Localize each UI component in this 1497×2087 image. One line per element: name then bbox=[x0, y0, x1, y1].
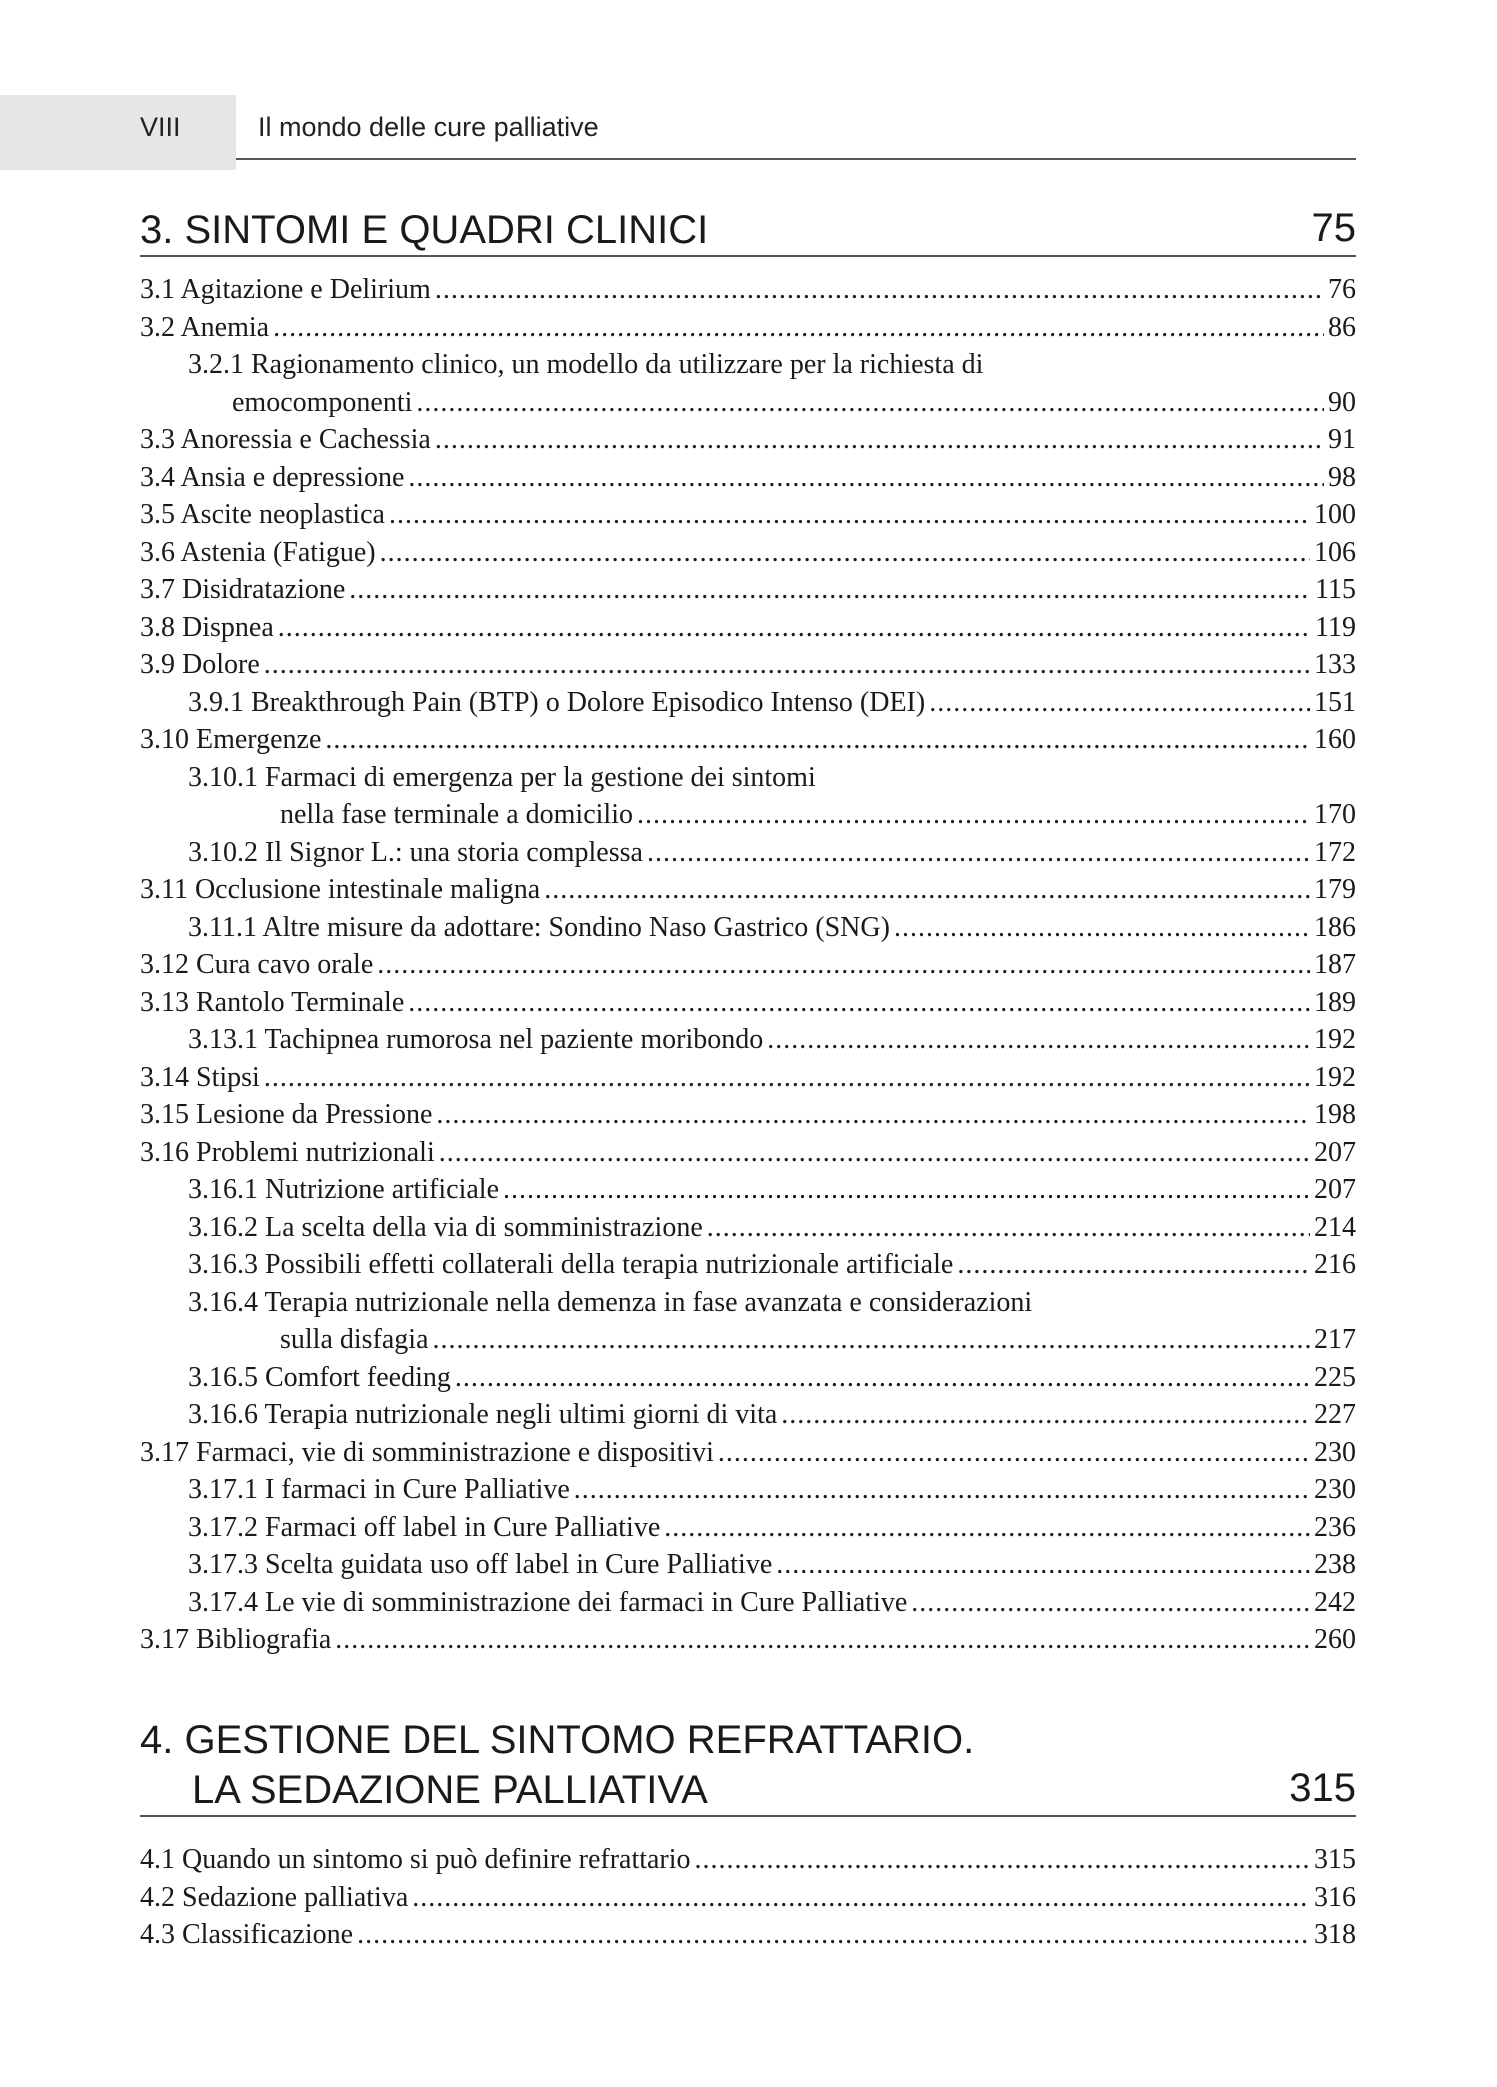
chapter-4-page: 315 bbox=[1289, 1766, 1356, 1810]
toc-entry[interactable]: 3.17.3 Scelta guidata uso off label in Cure Palliative ..... 238 bbox=[140, 1546, 1356, 1584]
toc-entry[interactable]: 3.17 Bibliografia ..... 260 bbox=[140, 1621, 1356, 1659]
chapter-3 bbox=[140, 205, 1356, 1659]
toc-entry[interactable]: 3.16.3 Possibili effetti collaterali della terapia nutrizionale artificiale ..... 216 bbox=[140, 1246, 1356, 1284]
toc-entry[interactable]: 3.4 Ansia e depressione ..... 98 bbox=[140, 459, 1356, 497]
toc-entry[interactable]: 3.3 Anoressia e Cachessia ..... 91 bbox=[140, 421, 1356, 459]
chapter-3-heading bbox=[140, 205, 1356, 257]
toc-entry[interactable]: sulla disfagia ..... 217 bbox=[140, 1321, 1356, 1359]
toc-entry[interactable]: 3.10 Emergenze ..... 160 bbox=[140, 721, 1356, 759]
toc-entry[interactable]: 3.16.4 Terapia nutrizionale nella demenza in fase avanzata e considerazioni bbox=[188, 1286, 1033, 1318]
toc-entry[interactable]: 4.2 Sedazione palliativa ..... 316 bbox=[140, 1879, 1356, 1917]
toc-entry[interactable]: 3.16.1 Nutrizione artificiale ..... 207 bbox=[140, 1171, 1356, 1209]
toc-entry[interactable]: 3.11 Occlusione intestinale maligna ..... 179 bbox=[140, 871, 1356, 909]
toc-entry[interactable]: 3.2 Anemia ..... 86 bbox=[140, 309, 1356, 347]
toc-entry[interactable]: 3.12 Cura cavo orale ..... 187 bbox=[140, 946, 1356, 984]
toc-entry[interactable]: 3.17.4 Le vie di somministrazione dei farmaci in Cure Palliative ..... 242 bbox=[140, 1584, 1356, 1622]
toc-entry[interactable]: 3.10.2 Il Signor L.: una storia complessa ..... 172 bbox=[140, 834, 1356, 872]
toc-entry[interactable]: 3.16 Problemi nutrizionali ..... 207 bbox=[140, 1134, 1356, 1172]
toc-entry[interactable]: 3.14 Stipsi ..... 192 bbox=[140, 1059, 1356, 1097]
toc-entry[interactable]: 3.17 Farmaci, vie di somministrazione e dispositivi ..... 230 bbox=[140, 1434, 1356, 1472]
toc-entry[interactable]: 3.5 Ascite neoplastica ..... 100 bbox=[140, 496, 1356, 534]
toc-entry[interactable]: 3.16.2 La scelta della via di somministrazione ..... 214 bbox=[140, 1209, 1356, 1247]
header-rule bbox=[236, 158, 1356, 160]
toc-entry[interactable]: 3.17.1 I farmaci in Cure Palliative ..... 230 bbox=[140, 1471, 1356, 1509]
toc-entry[interactable]: 3.16.5 Comfort feeding ..... 225 bbox=[140, 1359, 1356, 1397]
header-band bbox=[0, 95, 236, 170]
toc-entry[interactable]: 3.6 Astenia (Fatigue) ..... 106 bbox=[140, 534, 1356, 572]
toc-entry[interactable]: 3.13.1 Tachipnea rumorosa nel paziente moribondo ..... 192 bbox=[140, 1021, 1356, 1059]
toc-entry[interactable]: 3.2.1 Ragionamento clinico, un modello da utilizzare per la richiesta di bbox=[188, 349, 984, 380]
toc-entry[interactable]: 3.1 Agitazione e Delirium ..... 76 bbox=[140, 271, 1356, 309]
chapter-3-toc bbox=[140, 271, 1356, 1659]
chapter-3-page: 75 bbox=[1311, 206, 1356, 250]
chapter-4-title-line1: 4. GESTIONE DEL SINTOMO REFRATTARIO. bbox=[140, 1718, 975, 1762]
toc-entry[interactable]: 3.8 Dispnea ..... 119 bbox=[140, 609, 1356, 647]
toc-entry[interactable]: 3.17.2 Farmaci off label in Cure Palliative ..... 236 bbox=[140, 1509, 1356, 1547]
toc-entry[interactable]: 3.11.1 Altre misure da adottare: Sondino Naso Gastrico (SNG) ..... 186 bbox=[140, 909, 1356, 947]
chapter-3-title: 3. SINTOMI E QUADRI CLINICI bbox=[140, 208, 709, 252]
chapter-4 bbox=[140, 1715, 1356, 1954]
toc-entry[interactable]: 4.1 Quando un sintomo si può definire refrattario ..... 315 bbox=[140, 1841, 1356, 1879]
chapter-4-toc bbox=[140, 1841, 1356, 1954]
toc-entry[interactable]: 3.15 Lesione da Pressione ..... 198 bbox=[140, 1096, 1356, 1134]
chapter-4-title-line2: LA SEDAZIONE PALLIATIVA bbox=[192, 1768, 708, 1812]
toc-entry[interactable]: nella fase terminale a domicilio ..... 170 bbox=[140, 796, 1356, 834]
chapter-4-heading bbox=[140, 1715, 1356, 1817]
running-title: Il mondo delle cure palliative bbox=[258, 112, 599, 142]
toc-entry[interactable]: 4.3 Classificazione ..... 318 bbox=[140, 1916, 1356, 1954]
toc-entry[interactable]: emocomponenti ..... 90 bbox=[140, 384, 1356, 422]
toc-entry[interactable]: 3.10.1 Farmaci di emergenza per la gestione dei sintomi bbox=[188, 761, 816, 793]
toc-entry[interactable]: 3.9.1 Breakthrough Pain (BTP) o Dolore Episodico Intenso (DEI) ..... 151 bbox=[140, 684, 1356, 722]
toc-entry[interactable]: 3.9 Dolore ..... 133 bbox=[140, 646, 1356, 684]
toc-entry[interactable]: 3.13 Rantolo Terminale ..... 189 bbox=[140, 984, 1356, 1022]
toc-entry[interactable]: 3.16.6 Terapia nutrizionale negli ultimi giorni di vita ..... 227 bbox=[140, 1396, 1356, 1434]
page-number: VIII bbox=[140, 112, 181, 142]
toc-entry[interactable]: 3.7 Disidratazione ..... 115 bbox=[140, 571, 1356, 609]
